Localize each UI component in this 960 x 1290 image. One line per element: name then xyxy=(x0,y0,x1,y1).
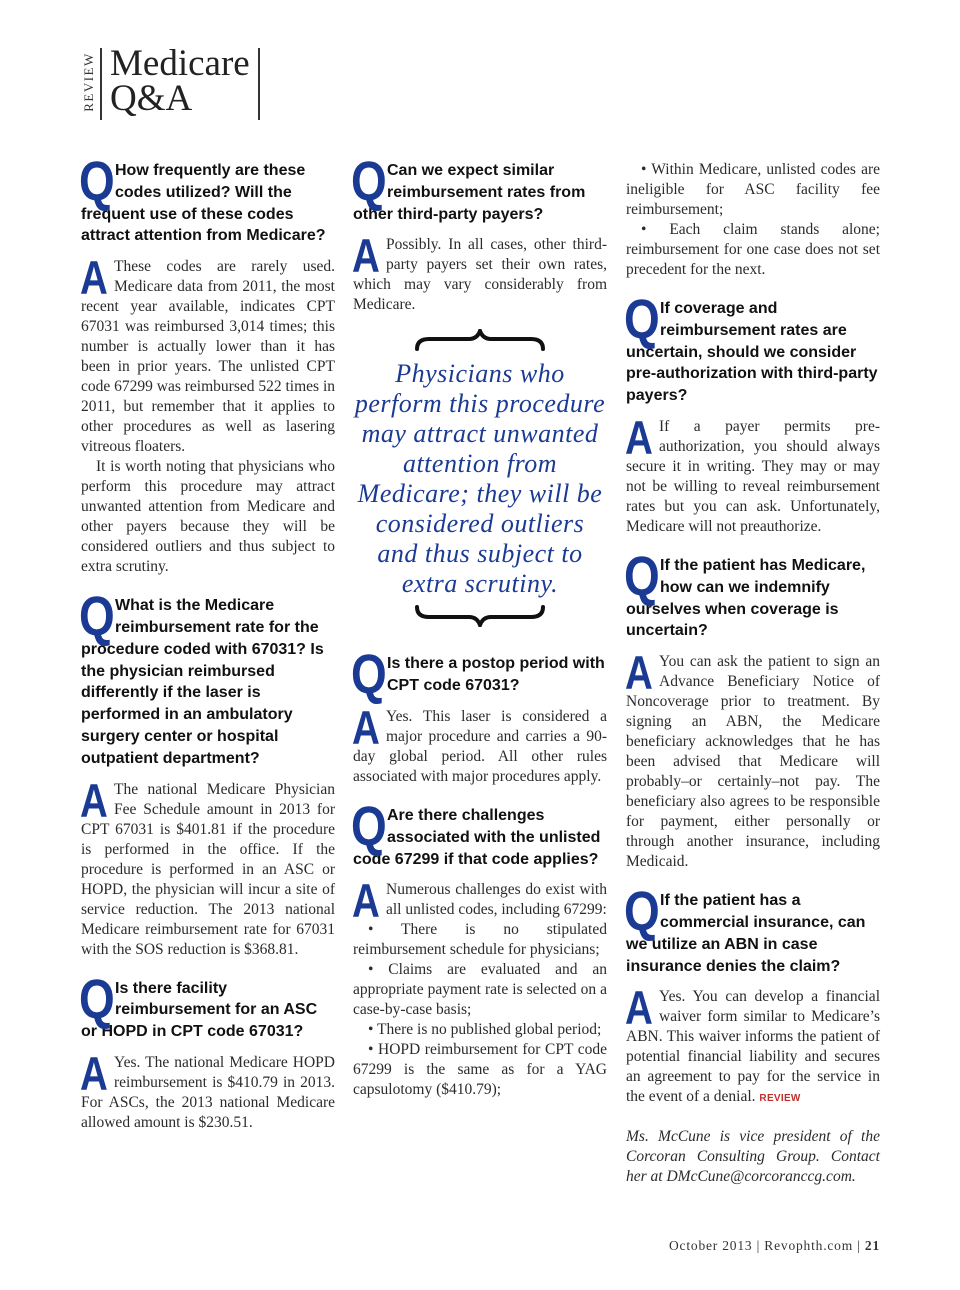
a-initial: A xyxy=(352,700,380,754)
bullet-item: • Claims are evaluated and an appropriate payment rate is selected on a case-by-case basis; xyxy=(353,961,607,1019)
answer: A You can ask the patient to sign an Advance Beneficiary Notice of Noncoverage prior to treatment. By signing an ABN, the Medicare beneficiary acknowledges that he has been advised that Medicare will probably–or certainly–not pay. The beneficiary also agrees to be responsible for payment, either personally or through another insurance, including Medicaid. xyxy=(625,646,880,871)
a-initial: A xyxy=(625,646,653,700)
divider xyxy=(258,48,260,120)
answer: A Yes. This laser is considered a major procedure and carries a 90-day global period. All other rules associated with major procedures apply. xyxy=(352,700,607,785)
question: Q If coverage and reimbursement rates are uncertain, should we consider pre-authorization with third-party payers? xyxy=(624,287,878,405)
answer-paragraph: It is worth noting that physicians who perform this procedure may attract unwanted attention from Medicare and other payers because they will be considered outliers and thus subject to extra scrutiny. xyxy=(81,458,335,576)
a-initial: A xyxy=(352,874,380,928)
title-line-2: Q&A xyxy=(110,78,193,119)
qa-block xyxy=(351,642,607,787)
q-initial: Q xyxy=(79,966,115,1030)
pull-quote-text: Physicians who perform this procedure may attract unwanted attention from Medicare; they will be considered outliers and thus subject to extra scrutiny. xyxy=(354,359,606,599)
question: Q Can we expect similar reimbursement rates from other third-party payers? xyxy=(351,149,586,223)
bottom-brace-icon xyxy=(415,605,545,627)
a-initial: A xyxy=(352,229,380,283)
a-initial: A xyxy=(625,410,653,464)
section-label: REVIEW xyxy=(81,52,96,112)
bullet-item: • HOPD reimbursement for CPT code 67299 is the same as for a YAG capsulotomy ($410.79); xyxy=(353,1041,607,1099)
qa-block xyxy=(79,966,335,1133)
column-3 xyxy=(626,160,880,1187)
q-initial: Q xyxy=(351,642,387,706)
a-initial: A xyxy=(625,981,653,1035)
qa-block xyxy=(624,287,880,537)
qa-block xyxy=(351,793,607,1100)
q-initial: Q xyxy=(79,584,115,648)
bullet-item: • Each claim stands alone; reimbursement for one case does not set precedent for the next. xyxy=(626,221,880,278)
top-brace-icon xyxy=(415,329,545,351)
answer: A Yes. You can develop a financial waiver form similar to Medicare’s ABN. This waiver informs the patient of potential financial liability and secures an agreement to pay for the service in the event of a denial. REVIEW xyxy=(625,981,880,1106)
question: Q Are there challenges associated with the unlisted code 67299 if that code applies? xyxy=(351,793,601,868)
qa-block xyxy=(624,879,880,1109)
qa-block xyxy=(624,543,880,872)
q-initial: Q xyxy=(624,287,660,350)
qa-block xyxy=(351,149,607,315)
answer: A Numerous challenges do exist with all unlisted codes, including 67299: xyxy=(352,874,607,928)
question: Q Is there facility reimbursement for an ASC or HOPD in CPT code 67031? xyxy=(79,966,318,1041)
answer: A Yes. The national Medicare HOPD reimbursement is $410.79 in 2013. For ASCs, the 2013 national Medicare allowed amount is $230.51. xyxy=(80,1046,335,1131)
qa-block xyxy=(79,149,335,577)
page-footer xyxy=(669,1238,880,1254)
question: Q If the patient has Medicare, how can we indemnify ourselves when coverage is uncertain? xyxy=(624,543,866,640)
q-initial: Q xyxy=(624,879,660,943)
bullet-item: • There is no stipulated reimbursement schedule for physicians; xyxy=(353,921,607,959)
q-initial: Q xyxy=(624,543,660,607)
pull-quote xyxy=(353,329,607,627)
a-initial: A xyxy=(80,1046,108,1100)
title-line-1: Medicare xyxy=(110,43,250,84)
question: Q How frequently are these codes utilized? Will the frequent use of these codes attract attention from Medicare? xyxy=(79,149,326,245)
bullet-item: • There is no published global period; xyxy=(368,1021,602,1039)
q-initial: Q xyxy=(351,149,387,212)
question: Q What is the Medicare reimbursement rate for the procedure coded with 67031? Is the physician reimbursed differently if the laser is performed in an ambulatory surgery center or hospital outpatient department? xyxy=(79,584,324,767)
page-number: 21 xyxy=(864,1238,880,1253)
question: Q If the patient has a commercial insurance, can we utilize an ABN in case insurance denies the claim? xyxy=(624,879,866,975)
divider xyxy=(100,48,102,120)
column-2 xyxy=(351,149,607,1100)
footer-text: October 2013 | Revophth.com | xyxy=(669,1238,861,1253)
answer: A If a payer permits pre-authorization, you should always secure it in writing. They may or may not be willing to reveal reimbursement rates but you can ask. Unfortunately, Medicare will not preauthorize. xyxy=(625,410,880,535)
a-initial: A xyxy=(80,773,108,827)
column-1 xyxy=(79,149,335,1133)
page-title xyxy=(110,43,250,119)
qa-block xyxy=(79,584,335,959)
q-initial: Q xyxy=(351,793,387,857)
end-mark: REVIEW xyxy=(759,1093,801,1105)
author-bio: Ms. McCune is vice president of the Corcoran Consulting Group. Contact her at DMcCune@corcoranccg.com. xyxy=(626,1128,880,1186)
answer: A These codes are rarely used. Medicare data from 2011, the most recent year available, indicates CPT 67031 was reimbursed 3,014 times; this number is actually lower than it has been in prior years. The unlisted CPT code 67299 was reimbursed 522 times in 2011, but remember that it applies to other procedures as well as lasering vitreous floaters. xyxy=(80,251,335,456)
question: Q Is there a postop period with CPT code 67031? xyxy=(351,642,605,706)
a-initial: A xyxy=(80,251,108,305)
answer: A Possibly. In all cases, other third-party payers set their own rates, which may vary considerably from Medicare. xyxy=(352,229,607,314)
bullet-item: • Within Medicare, unlisted codes are ineligible for ASC facility fee reimbursement; xyxy=(626,161,880,218)
answer: A The national Medicare Physician Fee Schedule amount in 2013 for CPT 67031 is $401.81 if the procedure is performed in the office. If the procedure is performed in an ASC or HOPD, the physician will incur a site of service reduction. The 2013 national Medicare reimbursement rate for 67031 with the SOS reduction is $368.81. xyxy=(80,773,335,958)
q-initial: Q xyxy=(79,149,115,212)
